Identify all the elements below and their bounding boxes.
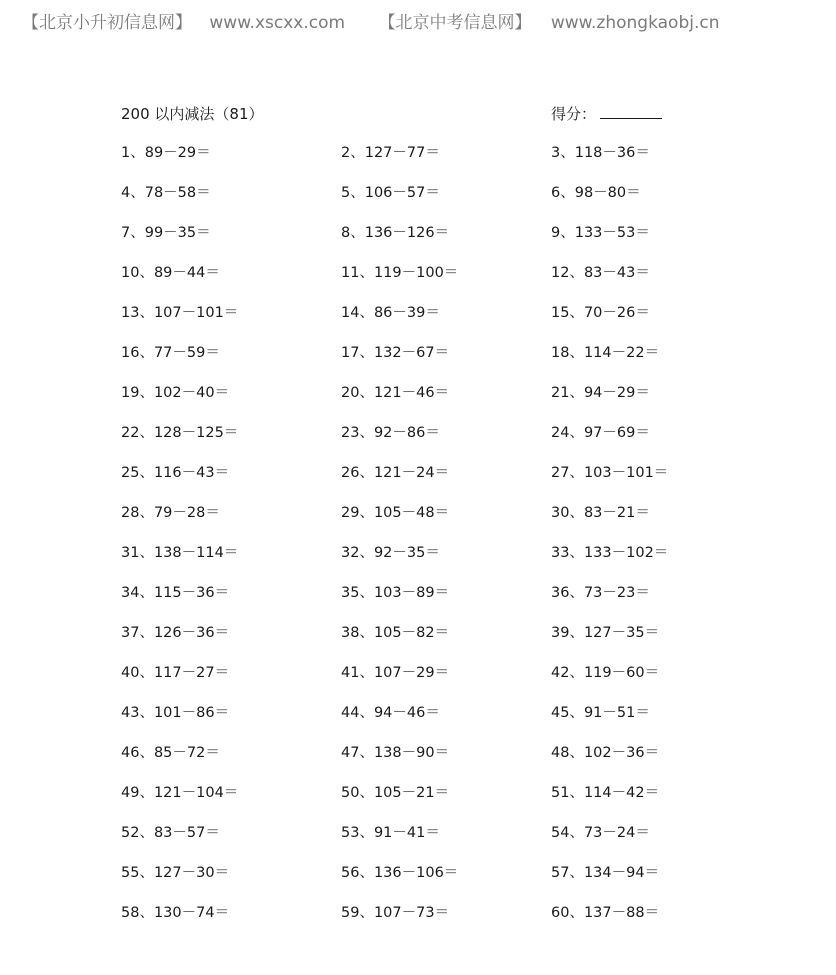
problem-item: 1、89－29＝ [121, 145, 211, 161]
problem-item: 19、102－40＝ [121, 385, 230, 401]
problem-item: 54、73－24＝ [551, 825, 650, 841]
problem-item: 16、77－59＝ [121, 345, 220, 361]
problem-item: 55、127－30＝ [121, 865, 230, 881]
problem-item: 60、137－88＝ [551, 905, 660, 921]
problem-item: 24、97－69＝ [551, 425, 650, 441]
problem-item: 31、138－114＝ [121, 545, 239, 561]
brand-label-zhongkao: 【北京中考信息网】 [378, 13, 532, 33]
problem-item: 10、89－44＝ [121, 265, 220, 281]
problem-item: 40、117－27＝ [121, 665, 230, 681]
problem-item: 41、107－29＝ [341, 665, 450, 681]
problem-item: 34、115－36＝ [121, 585, 230, 601]
problem-item: 2、127－77＝ [341, 145, 440, 161]
problem-item: 21、94－29＝ [551, 385, 650, 401]
problem-grid [121, 144, 761, 944]
problem-item: 20、121－46＝ [341, 385, 450, 401]
problem-item: 27、103－101＝ [551, 465, 669, 481]
problem-item: 8、136－126＝ [341, 225, 450, 241]
problem-item: 32、92－35＝ [341, 545, 440, 561]
problem-item: 13、107－101＝ [121, 305, 239, 321]
problem-item: 46、85－72＝ [121, 745, 220, 761]
problem-item: 9、133－53＝ [551, 225, 650, 241]
problem-item: 44、94－46＝ [341, 705, 440, 721]
site-link-xscxx[interactable]: www.xscxx.com [209, 13, 346, 33]
problem-item: 11、119－100＝ [341, 265, 459, 281]
problem-item: 33、133－102＝ [551, 545, 669, 561]
problem-item: 36、73－23＝ [551, 585, 650, 601]
problem-item: 45、91－51＝ [551, 705, 650, 721]
problem-item: 6、98－80＝ [551, 185, 641, 201]
problem-item: 39、127－35＝ [551, 625, 660, 641]
problem-item: 52、83－57＝ [121, 825, 220, 841]
problem-item: 22、128－125＝ [121, 425, 239, 441]
problem-item: 4、78－58＝ [121, 185, 211, 201]
problem-item: 48、102－36＝ [551, 745, 660, 761]
problem-item: 59、107－73＝ [341, 905, 450, 921]
problem-item: 49、121－104＝ [121, 785, 239, 801]
problem-item: 38、105－82＝ [341, 625, 450, 641]
problem-item: 23、92－86＝ [341, 425, 440, 441]
problem-item: 58、130－74＝ [121, 905, 230, 921]
worksheet-title: 200 以内减法（81） [121, 105, 264, 123]
problem-item: 35、103－89＝ [341, 585, 450, 601]
problem-item: 15、70－26＝ [551, 305, 650, 321]
problem-item: 17、132－67＝ [341, 345, 450, 361]
problem-item: 29、105－48＝ [341, 505, 450, 521]
problem-item: 53、91－41＝ [341, 825, 440, 841]
problem-item: 30、83－21＝ [551, 505, 650, 521]
site-link-zhongkaobj[interactable]: www.zhongkaobj.cn [550, 13, 720, 33]
problem-item: 3、118－36＝ [551, 145, 650, 161]
problem-item: 50、105－21＝ [341, 785, 450, 801]
problem-item: 12、83－43＝ [551, 265, 650, 281]
problem-item: 14、86－39＝ [341, 305, 440, 321]
problem-item: 56、136－106＝ [341, 865, 459, 881]
score-blank-line [600, 104, 662, 119]
score-label: 得分： [551, 105, 597, 123]
page-header [22, 8, 826, 33]
problem-item: 57、134－94＝ [551, 865, 660, 881]
score-field [551, 103, 662, 124]
problem-item: 43、101－86＝ [121, 705, 230, 721]
problem-item: 37、126－36＝ [121, 625, 230, 641]
problem-item: 25、116－43＝ [121, 465, 230, 481]
problem-item: 18、114－22＝ [551, 345, 660, 361]
problem-item: 42、119－60＝ [551, 665, 660, 681]
problem-item: 7、99－35＝ [121, 225, 211, 241]
problem-item: 28、79－28＝ [121, 505, 220, 521]
problem-item: 5、106－57＝ [341, 185, 440, 201]
problem-item: 51、114－42＝ [551, 785, 660, 801]
problem-item: 26、121－24＝ [341, 465, 450, 481]
problem-item: 47、138－90＝ [341, 745, 450, 761]
brand-label-primary-school: 【北京小升初信息网】 [22, 13, 192, 33]
